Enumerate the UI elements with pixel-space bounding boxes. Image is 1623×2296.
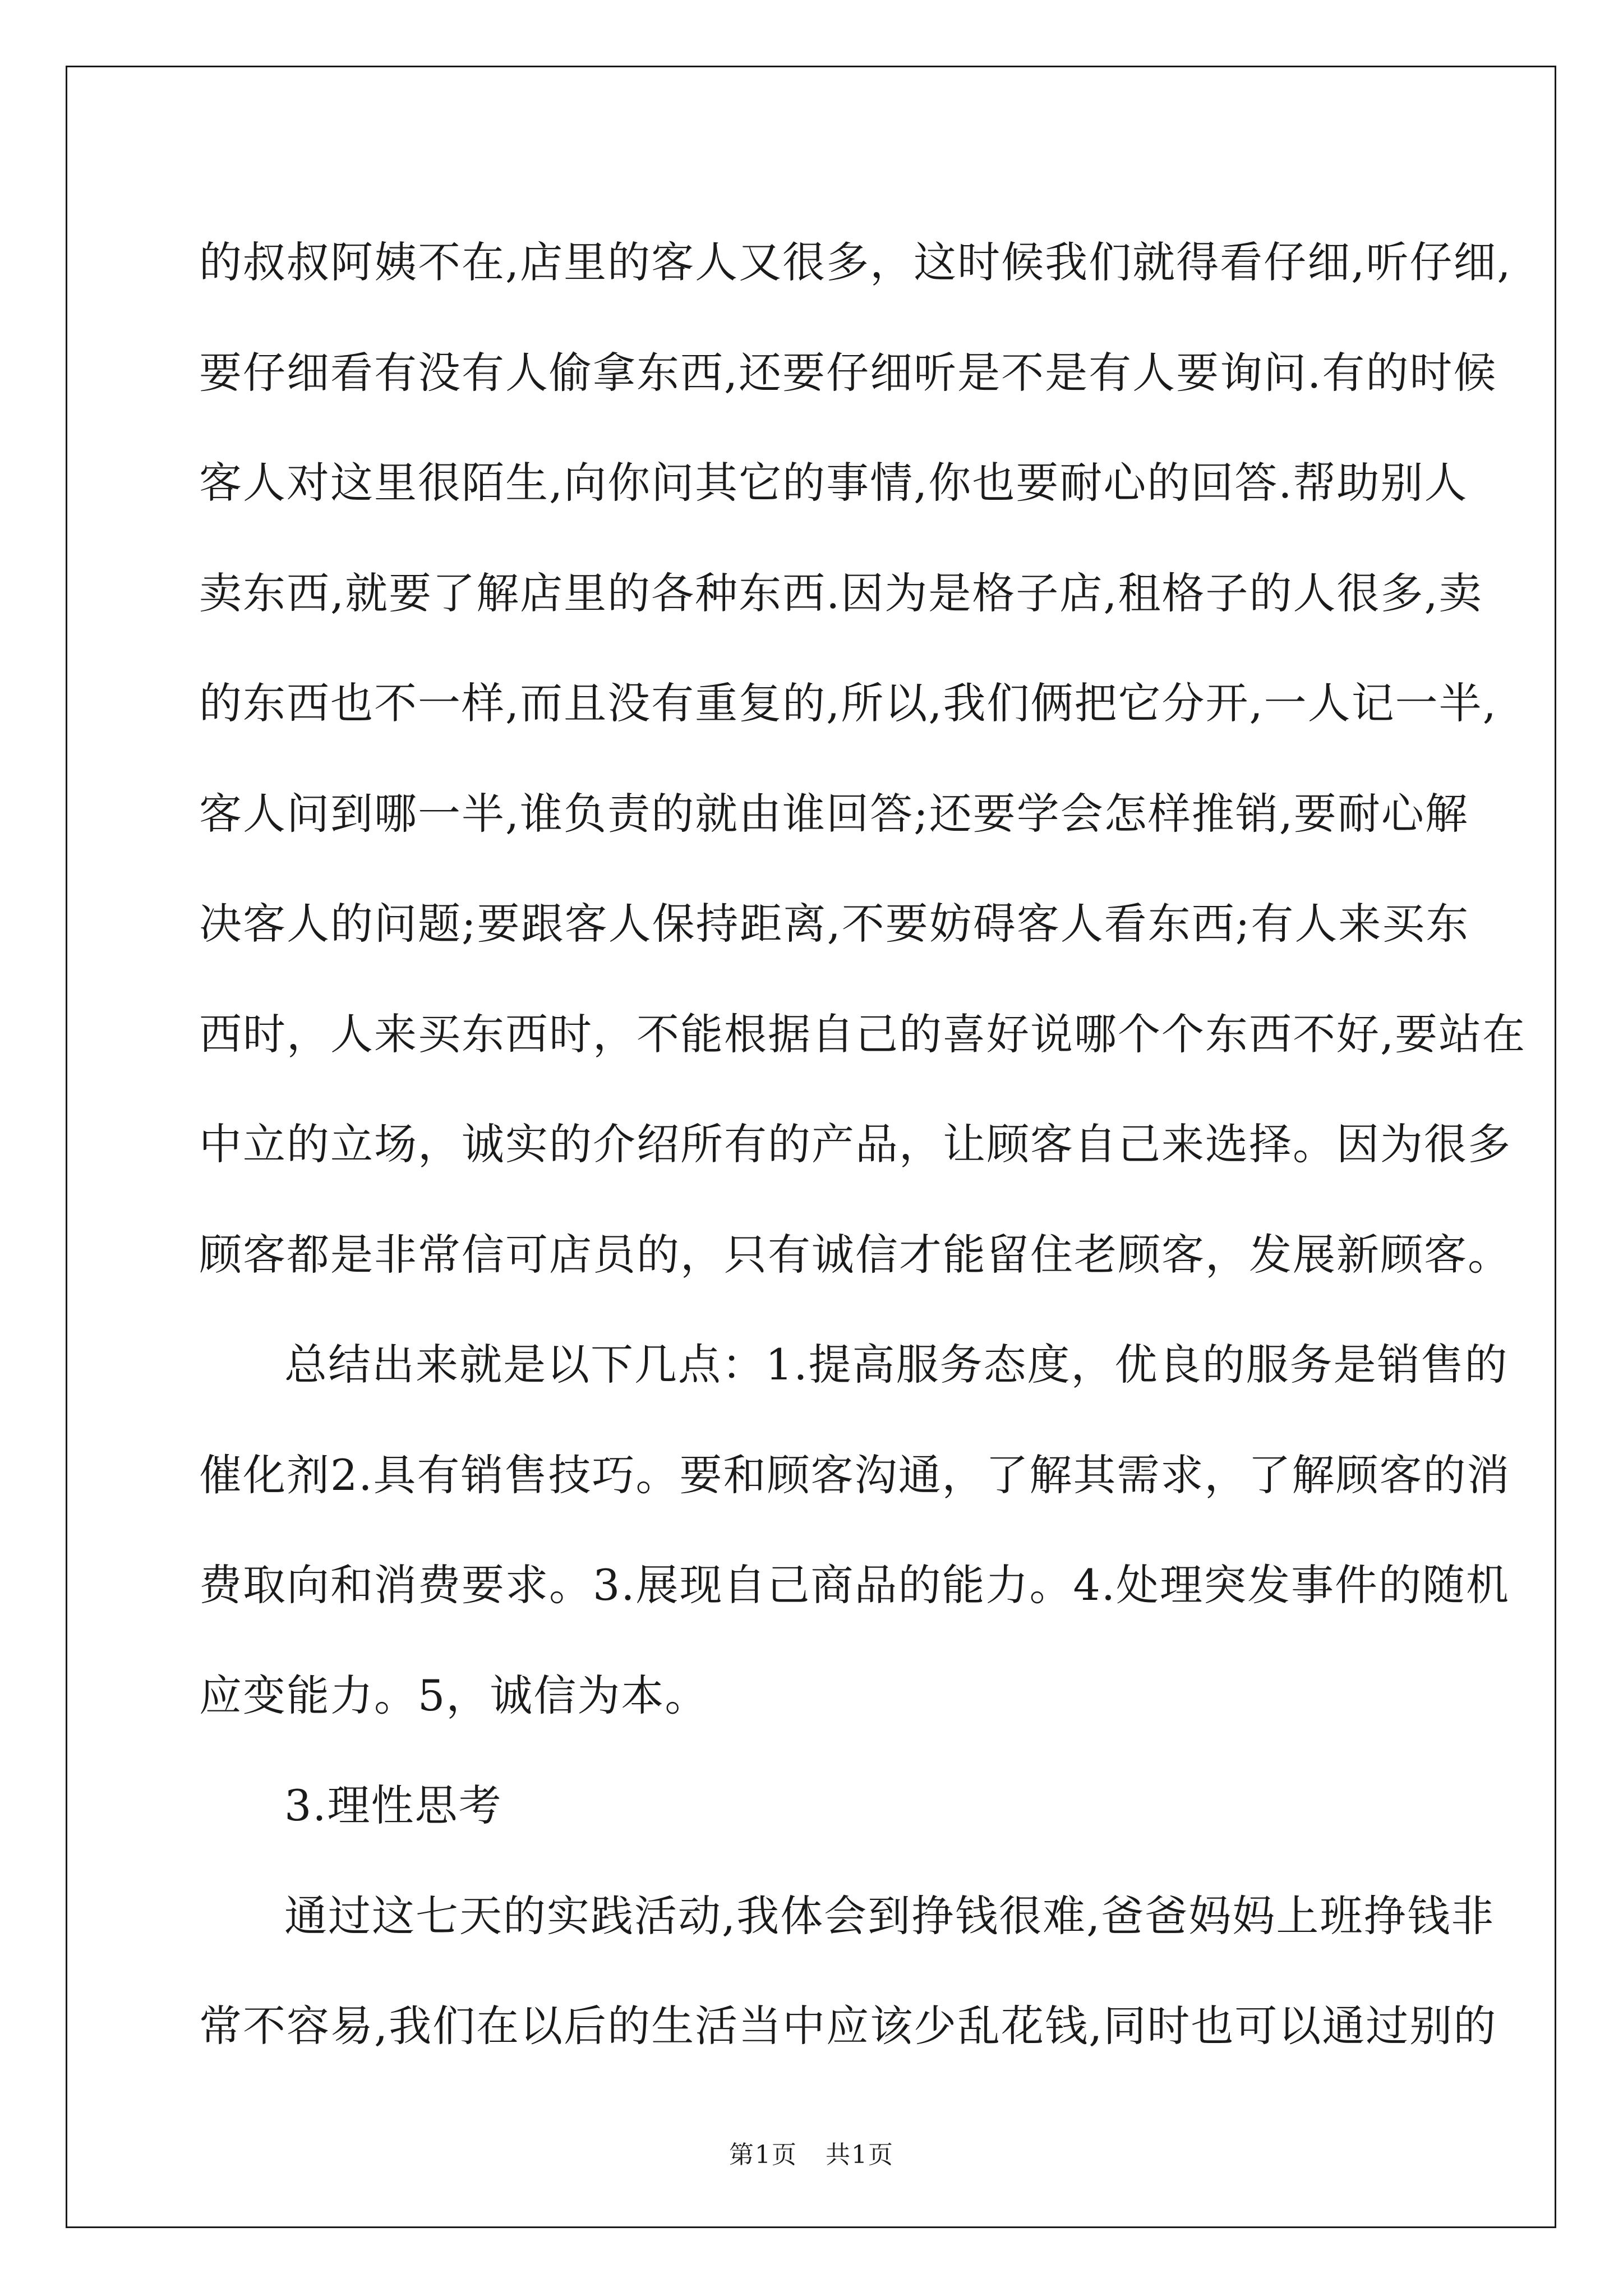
body-line: 卖东西,就要了解店里的各种东西.因为是格子店,租格子的人很多,卖 xyxy=(199,568,1483,618)
body-line: 客人问到哪一半,谁负责的就由谁回答;还要学会怎样推销,要耐心解 xyxy=(199,788,1469,839)
body-line: 费取向和消费要求。3.展现自己商品的能力。4.处理突发事件的随机 xyxy=(199,1560,1510,1610)
body-line: 的叔叔阿姨不在,店里的客人又很多，这时候我们就得看仔细,听仔细, xyxy=(199,237,1512,287)
page-total: 共1页 xyxy=(826,2141,894,2169)
body-line: 顾客都是非常信可店员的，只有诚信才能留住老顾客，发展新顾客。 xyxy=(199,1229,1511,1280)
section-heading: 3.理性思考 xyxy=(284,1780,502,1830)
page-footer xyxy=(0,2138,1623,2172)
body-line: 要仔细看有没有人偷拿东西,还要仔细听是不是有人要询问.有的时候 xyxy=(199,347,1497,398)
body-line: 中立的立场，诚实的介绍所有的产品，让顾客自己来选择。因为很多 xyxy=(199,1119,1511,1169)
body-line: 常不容易,我们在以后的生活当中应该少乱花钱,同时也可以通过别的 xyxy=(199,2001,1497,2051)
document-body xyxy=(199,208,1527,2082)
body-line: 的东西也不一样,而且没有重复的,所以,我们俩把它分开,一人记一半, xyxy=(199,678,1497,728)
body-line: 通过这七天的实践活动,我体会到挣钱很难,爸爸妈妈上班挣钱非 xyxy=(284,1890,1495,1941)
body-line: 决客人的问题;要跟客人保持距离,不要妨碍客人看东西;有人来买东 xyxy=(199,899,1470,949)
body-line: 总结出来就是以下几点：1.提高服务态度，优良的服务是销售的 xyxy=(284,1340,1509,1389)
page-number: 第1页 xyxy=(729,2141,797,2169)
body-line: 客人对这里很陌生,向你问其它的事情,你也要耐心的回答.帮助别人 xyxy=(199,458,1468,508)
body-line: 应变能力。5，诚信为本。 xyxy=(199,1670,709,1720)
body-line: 西时，人来买东西时，不能根据自己的喜好说哪个个东西不好,要站在 xyxy=(199,1009,1527,1059)
body-line: 催化剂2.具有销售技巧。要和顾客沟通，了解其需求，了解顾客的消 xyxy=(199,1450,1511,1500)
